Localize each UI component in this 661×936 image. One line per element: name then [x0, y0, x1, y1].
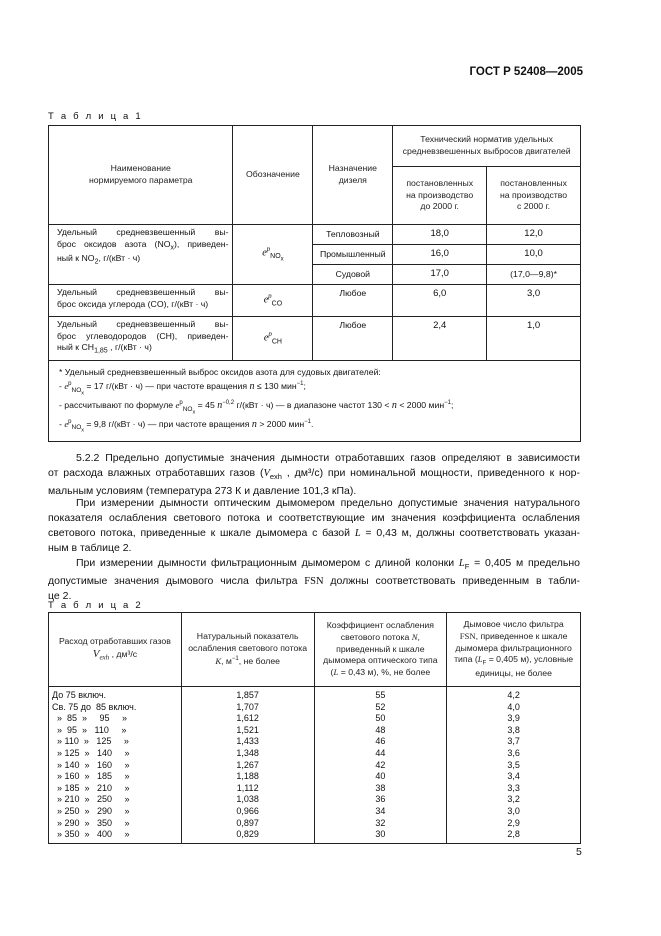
t2-cell-k: 0,897: [181, 818, 314, 830]
t2-cell-n: 42: [314, 760, 447, 772]
t2-cell-flow: Св. 75 до 85 включ.: [49, 702, 182, 714]
t2-cell-fsn: 4,0: [447, 702, 581, 714]
table-row: [49, 713, 581, 725]
t2-cell-k: 1,707: [181, 702, 314, 714]
t1-symbol-nox: $e^p_{NO_x}$: [233, 225, 313, 285]
t2-cell-flow: До 75 включ.: [49, 687, 182, 702]
table2: [48, 612, 581, 844]
t2-cell-n: 46: [314, 736, 447, 748]
t2-cell-fsn: 3,9: [447, 713, 581, 725]
table2-caption: Т а б л и ц а 2: [48, 600, 143, 611]
t2-cell-flow: » 160 » 185 »: [49, 771, 182, 783]
t2-cell-fsn: 3,8: [447, 725, 581, 737]
t2-cell-n: 36: [314, 794, 447, 806]
t2-cell-k: 1,038: [181, 794, 314, 806]
t1-footnote: [49, 361, 581, 442]
paragraph-optical: При измерении дымности оптическим дымомером предельно допустимые значения натурального показателя ослабления светового потока и соответствующие им значения коэффициента ослабления светового потока, приведенные к шкале дымомера с базой L = 0,43 м, должны соответствовать указан- ным в таблице 2.: [48, 497, 580, 554]
t1-purpose: Любое: [313, 285, 393, 317]
t2-cell-fsn: 3,4: [447, 771, 581, 783]
t2-cell-flow: » 110 » 125 »: [49, 736, 182, 748]
t2-cell-flow: » 210 » 250 »: [49, 794, 182, 806]
t1-notes-row: [49, 361, 581, 442]
document-header: ГОСТ Р 52408—2005: [469, 66, 583, 78]
table-row: [49, 760, 581, 772]
t1-head-purpose: Назначение дизеля: [313, 126, 393, 225]
t1-after: 1,0: [487, 317, 581, 361]
table-row: [49, 702, 581, 714]
t1-row-ch: [49, 317, 581, 361]
footnote-line: * Удельный средневзвешенный выброс оксидов азота для судовых двигателей:: [59, 367, 381, 377]
t2-cell-n: 40: [314, 771, 447, 783]
t1-purpose: Тепловозный: [313, 225, 393, 245]
t1-row-nox: [49, 225, 581, 245]
t1-head-param: Наименование нормируемого параметра: [49, 126, 233, 225]
t2-head-n: Коэффициент ослабления светового потока N, приведенный к шкале дымомера оптического типа (L = 0,43 м), %, не более: [314, 613, 447, 687]
t2-cell-fsn: 2,8: [447, 829, 581, 843]
t1-after: (17,0—9,8)*: [487, 265, 581, 285]
t2-cell-n: 48: [314, 725, 447, 737]
t1-before: 6,0: [393, 285, 487, 317]
t1-param-nox: Удельный средневзвешенный вы- брос оксидов азота $(NO_x)$, приведен- ный к $NO_2$, г/(кВт · ч): [49, 225, 233, 285]
t2-cell-flow: » 350 » 400 »: [49, 829, 182, 843]
t2-cell-fsn: 2,9: [447, 818, 581, 830]
t1-head-symbol: Обозначение: [233, 126, 313, 225]
t2-cell-n: 38: [314, 783, 447, 795]
t1-head-after: постановленных на производство с 2000 г.: [487, 167, 581, 225]
table-row: [49, 783, 581, 795]
t2-cell-k: 1,188: [181, 771, 314, 783]
t2-cell-flow: » 185 » 210 »: [49, 783, 182, 795]
t2-cell-fsn: 3,3: [447, 783, 581, 795]
t2-head-fsn: Дымовое число фильтра FSN, приведенное к шкале дымомера фильтрационного типа ($L_F = 0,405$ м), условные единицы, не более: [447, 613, 581, 687]
table-row: [49, 806, 581, 818]
t1-before: 18,0: [393, 225, 487, 245]
t1-before: 16,0: [393, 245, 487, 265]
table1-caption: Т а б л и ц а 1: [48, 111, 143, 122]
t2-cell-fsn: 3,0: [447, 806, 581, 818]
t1-purpose: Судовой: [313, 265, 393, 285]
t2-cell-fsn: 3,2: [447, 794, 581, 806]
t2-cell-fsn: 3,6: [447, 748, 581, 760]
table-row: [49, 771, 581, 783]
t2-cell-k: 1,433: [181, 736, 314, 748]
t1-after: 10,0: [487, 245, 581, 265]
t2-cell-n: 32: [314, 818, 447, 830]
t2-cell-k: 1,612: [181, 713, 314, 725]
t2-cell-k: 1,267: [181, 760, 314, 772]
t2-cell-flow: » 95 » 110 »: [49, 725, 182, 737]
table-row: [49, 829, 581, 843]
footnote-line: - $e^p_{NO_x} = 17$ г/(кВт · ч) — при частоте вращения n ≤ 130 мин$^{-1}$;: [59, 381, 306, 397]
t2-cell-fsn: 3,5: [447, 760, 581, 772]
table-row: [49, 725, 581, 737]
t1-before: 2,4: [393, 317, 487, 361]
t2-head-flow: Расход отработавших газов $V_{exh}$ , дм³/с: [49, 613, 182, 687]
t2-cell-flow: » 140 » 160 »: [49, 760, 182, 772]
t2-cell-k: 1,112: [181, 783, 314, 795]
t2-cell-flow: » 290 » 350 »: [49, 818, 182, 830]
table-row: [49, 794, 581, 806]
t1-purpose: Любое: [313, 317, 393, 361]
t2-cell-k: 0,966: [181, 806, 314, 818]
paragraph-5-2-2: 5.2.2 Предельно допустимые значения дымности отработавших газов определяют в зависимости от расхода влажных отработавших газов ($V_{exh}$ , дм³/с) при номинальной мощности, приведенного к нор- мальным условиям (температура 273 К и давление 101,3 кПа).: [48, 452, 580, 498]
t2-cell-k: 1,857: [181, 687, 314, 702]
footnote-line: - рассчитывают по формуле $e^p_{NO_x} = 45$ $n^{-0,2}$ г/(кВт · ч) — в диапазоне частот 130 < n < 2000 мин$^{-1}$;: [59, 400, 454, 416]
t1-after: 12,0: [487, 225, 581, 245]
t2-cell-flow: » 85 » 95 »: [49, 713, 182, 725]
footnote-line: - $e^p_{NO_x} = 9,8$ г/(кВт · ч) — при частоте вращения n > 2000 мин$^{-1}$.: [59, 418, 314, 434]
t1-after: 3,0: [487, 285, 581, 317]
t1-head-norm: Технический норматив удельных средневзвешенных выбросов двигателей: [393, 126, 581, 167]
t2-cell-n: 50: [314, 713, 447, 725]
t2-cell-n: 34: [314, 806, 447, 818]
t1-symbol-ch: $e^p_{CH}$: [233, 317, 313, 361]
table1: [48, 125, 581, 442]
t2-header-row: [49, 613, 581, 687]
t2-cell-k: 1,348: [181, 748, 314, 760]
t2-cell-k: 0,829: [181, 829, 314, 843]
t2-cell-n: 44: [314, 748, 447, 760]
table-row: [49, 736, 581, 748]
table-row: [49, 687, 581, 702]
t2-cell-n: 52: [314, 702, 447, 714]
t2-cell-flow: » 250 » 290 »: [49, 806, 182, 818]
t2-cell-fsn: 3,7: [447, 736, 581, 748]
t2-cell-fsn: 4,2: [447, 687, 581, 702]
t1-symbol-co: $e^p_{CO}$: [233, 285, 313, 317]
paragraph-filter: При измерении дымности фильтрационным дымомером с длиной колонки $L_F = 0,405$ м предельно допустимые значения дымового числа фильтра FSN должны соответствовать приведенным в табли- це 2.: [48, 557, 580, 603]
t2-head-k: Натуральный показатель ослабления светового потока K, $м^{-1}$, не более: [181, 613, 314, 687]
page-number: 5: [576, 846, 582, 858]
t2-cell-n: 30: [314, 829, 447, 843]
t1-param-co: Удельный средневзвешенный вы- брос оксида углерода (CO), г/(кВт · ч): [49, 285, 233, 317]
t2-cell-n: 55: [314, 687, 447, 702]
t1-head-before: постановленных на производство до 2000 г.: [393, 167, 487, 225]
t2-cell-k: 1,521: [181, 725, 314, 737]
t1-param-ch: Удельный средневзвешенный вы- брос углеводородов (CH), приведен- ный к $CH_{1,85}$ , г/(кВт · ч): [49, 317, 233, 361]
t1-purpose: Промышленный: [313, 245, 393, 265]
table-row: [49, 748, 581, 760]
t2-cell-flow: » 125 » 140 »: [49, 748, 182, 760]
t1-before: 17,0: [393, 265, 487, 285]
table-row: [49, 818, 581, 830]
t1-row-co: [49, 285, 581, 317]
